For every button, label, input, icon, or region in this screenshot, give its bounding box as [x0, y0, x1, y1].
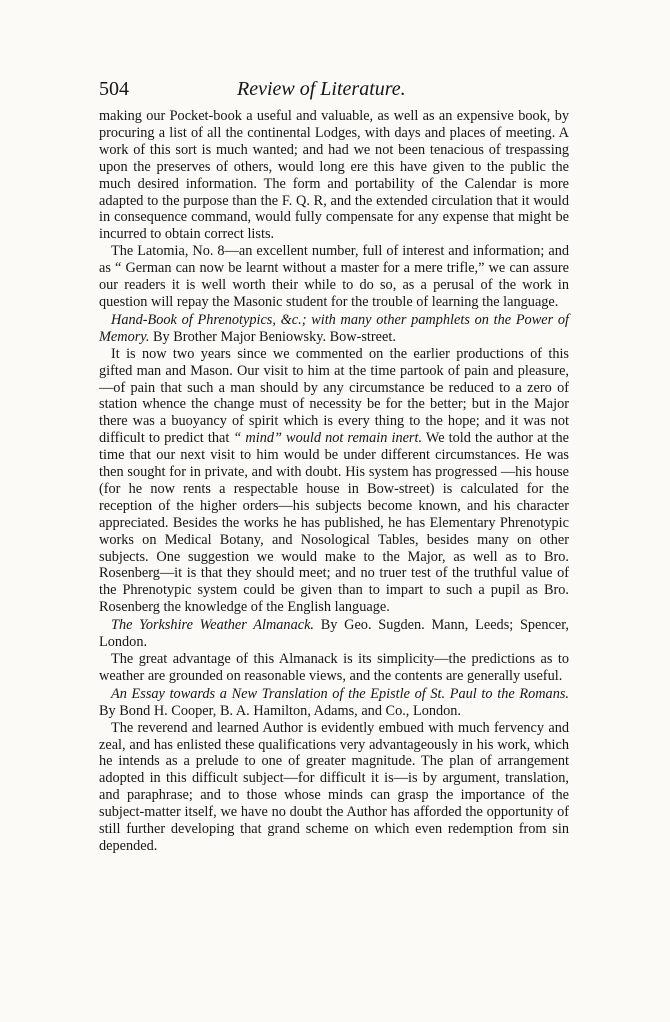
- review-notice-essay: [99, 686, 569, 720]
- page-header: [99, 78, 569, 104]
- review-notice-almanack: [99, 617, 569, 651]
- paragraph-beniowsky: [99, 346, 569, 617]
- paragraph-italic-text: “ mind” would not remain inert.: [233, 430, 423, 447]
- paragraph-text: We told the author at the time that our next visit to him would be under different circumstances. He was then sought for in private, and with doubt. His system has progressed —his house (for he now rents a respectable house in Bow-street) is calculated for the reception of the higher orders—his subjects become known, and his character appreciated. Besides the works he has published, he has Elementary Phrenotypic works on Medical Botany, and Nosological Tables, besides many on other subjects. One suggestion we would make to the Major, as well as to Bro. Rosenberg—it is that they should meet; and no truer test of the truthful value of the Phrenotypic system could be given than to impart to such a pupil as Bro. Rosenberg the knowledge of the English language.: [99, 430, 569, 616]
- review-title: The Yorkshire Weather Almanack.: [111, 617, 314, 634]
- review-author: By Bond H. Cooper, B. A. Hamilton, Adams, and Co., London.: [99, 702, 462, 719]
- paragraph-pocket-book: making our Pocket-book a useful and valuable, as well as an expensive book, by procuring a list of all the continental Lodges, with days and places of meeting. A work of this sort is much wanted; and had we not been tenacious of trespassing upon the preserves of others, would long ere this have given to the public the much desired information. The form and portability of the Calendar is more adapted to the purpose than the F. Q. R, and the extended circulation that it would in consequence command, would fully compensate for any expense that might be incurred to obtain correct lists.: [99, 108, 569, 243]
- review-title: An Essay towards a New Translation of the Epistle of St. Paul to the Romans.: [111, 685, 569, 702]
- book-page: [99, 78, 569, 855]
- paragraph-essay: The reverend and learned Author is evidently embued with much fervency and zeal, and has enlisted these qualifications very advantageously in his work, which he intends as a prelude to one of greater magnitude. The plan of arrangement adopted in this difficult subject—for difficult it is—is by argument, translation, and paraphrase; and to those whose minds can grasp the importance of the subject-matter itself, we have no doubt the Author has afforded the opportunity of still further developing that grand scheme on which even redemption from sin depended.: [99, 719, 569, 854]
- paragraph-text: It is now two years since we commented on the earlier productions of this gifted man and Mason. Our visit to him at the time partook of pain and pleasure,—of pain that such a man should by any circumstance be reduced to a zero of station whence the change must of necessity be for the better; but in the Major there was a buoyancy of spirit which is every thing to the hope; and it was not difficult to predict that: [99, 345, 569, 447]
- review-author: By Geo. Sugden. Mann, Leeds; Spencer, London.: [99, 617, 570, 651]
- review-author: By Brother Major Beniowsky. Bow-street.: [149, 328, 396, 345]
- review-notice-hand-book: [99, 312, 569, 346]
- paragraph-almanack: The great advantage of this Almanack is its simplicity—the predictions as to weather are grounded on reasonable views, and the contents are generally useful.: [99, 651, 569, 684]
- page-number: 504: [99, 78, 129, 100]
- paragraph-latomia: The Latomia, No. 8—an excellent number, full of interest and information; and as “ German can now be learnt without a master for a mere trifle,” we can assure our readers it is well worth their while to do so, as a perusal of the work in question will repay the Masonic student for the trouble of learning the language.: [99, 243, 569, 310]
- review-title: Hand-Book of Phrenotypics, &c.; with many other pamphlets on the Power of Memory.: [99, 311, 569, 345]
- page-body: [99, 108, 569, 855]
- running-title: Review of Literature.: [237, 78, 406, 100]
